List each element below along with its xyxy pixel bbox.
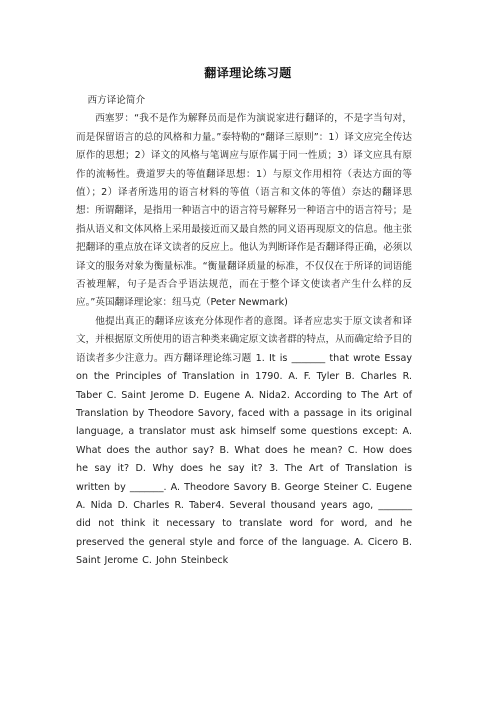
document-body [76,92,412,571]
body-paragraph-2: 他提出真正的翻译应该充分体现作者的意图。译者应忠实于原文读者和译文，并根据原文所使用的语言种类来确定原文读者群的特点，从而确定给予目的语读者多少注意力。西方翻译理论练习题 1. It is _______ that wrote Essay on the Principles of Translation in 1790. A. F. Tyler B. Charles R. Taber C. Saint Jerome D. Eugene A. Nida2. According to The Art of Translation by Theodore Savory, faced with a passage in its original language, a translator must ask himself some questions except: A. What does the author say? B. What does he mean? C. How does he say it? D. Why does he say it? 3. The Art of Translation is written by _______. A. Theodore Savory B. George Steiner C. Eugene A. Nida D. Charles R. Taber4. Several thousand years ago, _______ did not think it necessary to translate word for word, and he preserved the general style and force of the language. A. Cicero B. Saint Jerome C. John Steinbeck [76,315,412,567]
body-paragraph-1: 西塞罗：“我不是作为解释员而是作为演说家进行翻译的，不是字当句对，而是保留语言的总的风格和力量。”泰特勒的“翻译三原则”：1）译文应完全传达原作的思想；2）译文的风格与笔调应与原作属于同一性质；3）译文应具有原作的流畅性。费道罗夫的等值翻译思想：1）与原文作用相符（表达方面的等值）；2）译者所选用的语言材料的等值（语言和文体的等值）奈达的翻译思想：所谓翻译，是指用一种语言中的语言符号解释另一种语言中的语言符号；是指从语义和文体风格上采用最接近而又最自然的同义语再现原文的信息。他主张把翻译的重点放在译文读者的反应上。他认为判断译作是否翻译得正确，必须以译文的服务对象为衡量标准。“衡量翻译质量的标准，不仅仅在于所译的词语能否被理解，句子是否合乎语法规范，而在于整个译文使读者产生什么样的反应。”英国翻译理论家：纽马克（Peter Newmark) [76,113,412,309]
document-title: 翻译理论练习题 [204,66,292,80]
section-heading: 西方译论简介 [87,95,146,106]
